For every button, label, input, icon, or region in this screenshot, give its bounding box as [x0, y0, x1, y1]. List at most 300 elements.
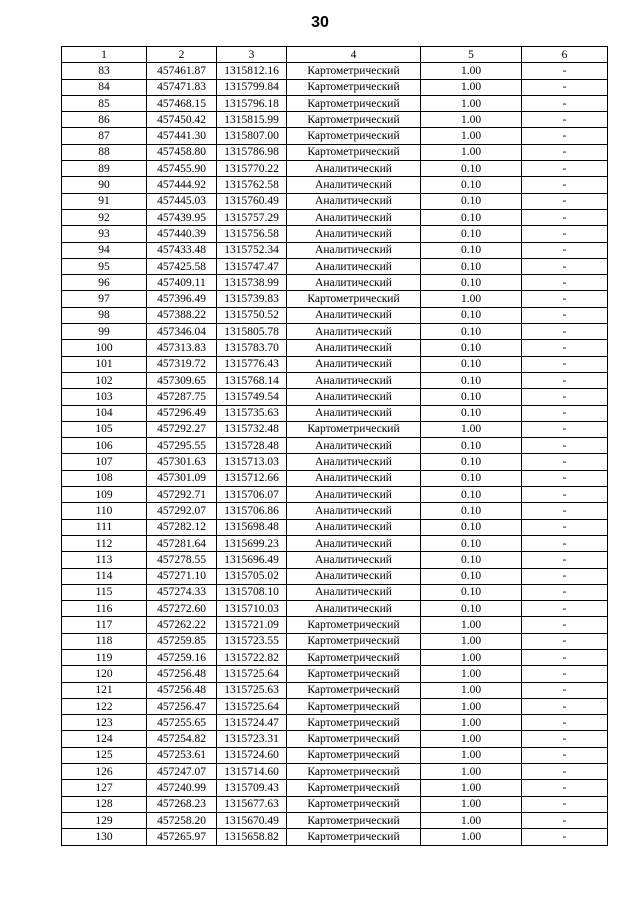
- accuracy-cell: 1.00: [421, 79, 522, 95]
- point-number-cell: 115: [62, 584, 147, 600]
- method-cell: Аналитический: [287, 470, 421, 486]
- x-coordinate-cell: 457282.12: [147, 519, 217, 535]
- method-cell: Картометрический: [287, 731, 421, 747]
- table-row: [62, 764, 608, 780]
- accuracy-cell: 0.10: [421, 552, 522, 568]
- note-cell: -: [522, 487, 608, 503]
- method-cell: Аналитический: [287, 340, 421, 356]
- note-cell: -: [522, 470, 608, 486]
- x-coordinate-cell: 457265.97: [147, 829, 217, 845]
- y-coordinate-cell: 1315747.47: [217, 258, 287, 274]
- x-coordinate-cell: 457256.48: [147, 682, 217, 698]
- x-coordinate-cell: 457287.75: [147, 389, 217, 405]
- table-row: [62, 389, 608, 405]
- y-coordinate-cell: 1315723.55: [217, 633, 287, 649]
- table-row: [62, 340, 608, 356]
- y-coordinate-cell: 1315739.83: [217, 291, 287, 307]
- note-cell: -: [522, 275, 608, 291]
- x-coordinate-cell: 457292.07: [147, 503, 217, 519]
- note-cell: -: [522, 177, 608, 193]
- table-row: [62, 372, 608, 388]
- note-cell: -: [522, 568, 608, 584]
- x-coordinate-cell: 457240.99: [147, 780, 217, 796]
- accuracy-cell: 1.00: [421, 291, 522, 307]
- y-coordinate-cell: 1315709.43: [217, 780, 287, 796]
- table-row: [62, 796, 608, 812]
- x-coordinate-cell: 457468.15: [147, 95, 217, 111]
- method-cell: Аналитический: [287, 601, 421, 617]
- table-row: [62, 144, 608, 160]
- y-coordinate-cell: 1315706.07: [217, 487, 287, 503]
- note-cell: -: [522, 79, 608, 95]
- note-cell: -: [522, 780, 608, 796]
- note-cell: -: [522, 291, 608, 307]
- x-coordinate-cell: 457461.87: [147, 63, 217, 79]
- method-cell: Аналитический: [287, 372, 421, 388]
- x-coordinate-cell: 457271.10: [147, 568, 217, 584]
- accuracy-cell: 0.10: [421, 487, 522, 503]
- x-coordinate-cell: 457254.82: [147, 731, 217, 747]
- point-number-cell: 89: [62, 161, 147, 177]
- y-coordinate-cell: 1315696.49: [217, 552, 287, 568]
- point-number-cell: 106: [62, 438, 147, 454]
- note-cell: -: [522, 307, 608, 323]
- accuracy-cell: 1.00: [421, 649, 522, 665]
- table-row: [62, 161, 608, 177]
- note-cell: -: [522, 324, 608, 340]
- point-number-cell: 126: [62, 764, 147, 780]
- method-cell: Аналитический: [287, 242, 421, 258]
- table-row: [62, 519, 608, 535]
- accuracy-cell: 0.10: [421, 584, 522, 600]
- point-number-cell: 112: [62, 535, 147, 551]
- accuracy-cell: 1.00: [421, 780, 522, 796]
- x-coordinate-cell: 457301.63: [147, 454, 217, 470]
- accuracy-cell: 0.10: [421, 193, 522, 209]
- note-cell: -: [522, 161, 608, 177]
- y-coordinate-cell: 1315768.14: [217, 372, 287, 388]
- y-coordinate-cell: 1315750.52: [217, 307, 287, 323]
- accuracy-cell: 0.10: [421, 209, 522, 225]
- note-cell: -: [522, 340, 608, 356]
- table-row: [62, 63, 608, 79]
- accuracy-cell: 0.10: [421, 356, 522, 372]
- table-row: [62, 731, 608, 747]
- point-number-cell: 127: [62, 780, 147, 796]
- x-coordinate-cell: 457292.71: [147, 487, 217, 503]
- accuracy-cell: 0.10: [421, 307, 522, 323]
- y-coordinate-cell: 1315757.29: [217, 209, 287, 225]
- point-number-cell: 103: [62, 389, 147, 405]
- y-coordinate-cell: 1315721.09: [217, 617, 287, 633]
- note-cell: -: [522, 666, 608, 682]
- y-coordinate-cell: 1315749.54: [217, 389, 287, 405]
- accuracy-cell: 0.10: [421, 275, 522, 291]
- note-cell: -: [522, 112, 608, 128]
- accuracy-cell: 1.00: [421, 698, 522, 714]
- y-coordinate-cell: 1315677.63: [217, 796, 287, 812]
- table-row: [62, 584, 608, 600]
- method-cell: Аналитический: [287, 226, 421, 242]
- accuracy-cell: 0.10: [421, 389, 522, 405]
- note-cell: -: [522, 405, 608, 421]
- accuracy-cell: 1.00: [421, 731, 522, 747]
- x-coordinate-cell: 457450.42: [147, 112, 217, 128]
- note-cell: -: [522, 747, 608, 763]
- table-row: [62, 535, 608, 551]
- accuracy-cell: 1.00: [421, 95, 522, 111]
- note-cell: -: [522, 633, 608, 649]
- x-coordinate-cell: 457292.27: [147, 421, 217, 437]
- accuracy-cell: 0.10: [421, 324, 522, 340]
- note-cell: -: [522, 95, 608, 111]
- x-coordinate-cell: 457295.55: [147, 438, 217, 454]
- note-cell: -: [522, 519, 608, 535]
- method-cell: Аналитический: [287, 405, 421, 421]
- point-number-cell: 102: [62, 372, 147, 388]
- method-cell: Картометрический: [287, 144, 421, 160]
- accuracy-cell: 1.00: [421, 829, 522, 845]
- x-coordinate-cell: 457433.48: [147, 242, 217, 258]
- point-number-cell: 90: [62, 177, 147, 193]
- x-coordinate-cell: 457259.16: [147, 649, 217, 665]
- method-cell: Картометрический: [287, 812, 421, 828]
- x-coordinate-cell: 457396.49: [147, 291, 217, 307]
- method-cell: Картометрический: [287, 796, 421, 812]
- point-number-cell: 105: [62, 421, 147, 437]
- point-number-cell: 111: [62, 519, 147, 535]
- point-number-cell: 98: [62, 307, 147, 323]
- accuracy-cell: 0.10: [421, 519, 522, 535]
- x-coordinate-cell: 457455.90: [147, 161, 217, 177]
- y-coordinate-cell: 1315760.49: [217, 193, 287, 209]
- point-number-cell: 92: [62, 209, 147, 225]
- accuracy-cell: 0.10: [421, 372, 522, 388]
- method-cell: Картометрический: [287, 682, 421, 698]
- y-coordinate-cell: 1315762.58: [217, 177, 287, 193]
- note-cell: -: [522, 812, 608, 828]
- method-cell: Картометрический: [287, 829, 421, 845]
- note-cell: -: [522, 209, 608, 225]
- y-coordinate-cell: 1315723.31: [217, 731, 287, 747]
- y-coordinate-cell: 1315732.48: [217, 421, 287, 437]
- note-cell: -: [522, 421, 608, 437]
- x-coordinate-cell: 457296.49: [147, 405, 217, 421]
- point-number-cell: 96: [62, 275, 147, 291]
- method-cell: Картометрический: [287, 112, 421, 128]
- note-cell: -: [522, 617, 608, 633]
- note-cell: -: [522, 258, 608, 274]
- coordinates-table: [61, 46, 608, 846]
- note-cell: -: [522, 731, 608, 747]
- x-coordinate-cell: 457441.30: [147, 128, 217, 144]
- method-cell: Картометрический: [287, 747, 421, 763]
- accuracy-cell: 1.00: [421, 747, 522, 763]
- x-coordinate-cell: 457256.48: [147, 666, 217, 682]
- table-row: [62, 128, 608, 144]
- y-coordinate-cell: 1315699.23: [217, 535, 287, 551]
- accuracy-cell: 1.00: [421, 796, 522, 812]
- note-cell: -: [522, 454, 608, 470]
- y-coordinate-cell: 1315805.78: [217, 324, 287, 340]
- note-cell: -: [522, 829, 608, 845]
- point-number-cell: 122: [62, 698, 147, 714]
- point-number-cell: 91: [62, 193, 147, 209]
- point-number-cell: 83: [62, 63, 147, 79]
- point-number-cell: 125: [62, 747, 147, 763]
- note-cell: -: [522, 764, 608, 780]
- note-cell: -: [522, 698, 608, 714]
- point-number-cell: 120: [62, 666, 147, 682]
- accuracy-cell: 0.10: [421, 568, 522, 584]
- table-row: [62, 649, 608, 665]
- note-cell: -: [522, 601, 608, 617]
- table-row: [62, 503, 608, 519]
- method-cell: Аналитический: [287, 568, 421, 584]
- point-number-cell: 128: [62, 796, 147, 812]
- x-coordinate-cell: 457253.61: [147, 747, 217, 763]
- accuracy-cell: 1.00: [421, 144, 522, 160]
- accuracy-cell: 1.00: [421, 764, 522, 780]
- method-cell: Картометрический: [287, 633, 421, 649]
- y-coordinate-cell: 1315796.18: [217, 95, 287, 111]
- table-row: [62, 193, 608, 209]
- note-cell: -: [522, 796, 608, 812]
- table-row: [62, 356, 608, 372]
- column-header: 2: [147, 47, 217, 63]
- method-cell: Аналитический: [287, 503, 421, 519]
- note-cell: -: [522, 438, 608, 454]
- note-cell: -: [522, 649, 608, 665]
- table-row: [62, 275, 608, 291]
- point-number-cell: 116: [62, 601, 147, 617]
- accuracy-cell: 1.00: [421, 666, 522, 682]
- x-coordinate-cell: 457319.72: [147, 356, 217, 372]
- y-coordinate-cell: 1315722.82: [217, 649, 287, 665]
- method-cell: Картометрический: [287, 291, 421, 307]
- accuracy-cell: 0.10: [421, 340, 522, 356]
- note-cell: -: [522, 242, 608, 258]
- method-cell: Аналитический: [287, 389, 421, 405]
- method-cell: Картометрический: [287, 128, 421, 144]
- method-cell: Картометрический: [287, 95, 421, 111]
- method-cell: Аналитический: [287, 161, 421, 177]
- point-number-cell: 99: [62, 324, 147, 340]
- y-coordinate-cell: 1315812.16: [217, 63, 287, 79]
- table-row: [62, 324, 608, 340]
- accuracy-cell: 0.10: [421, 226, 522, 242]
- method-cell: Аналитический: [287, 454, 421, 470]
- table-row: [62, 568, 608, 584]
- method-cell: Картометрический: [287, 63, 421, 79]
- point-number-cell: 114: [62, 568, 147, 584]
- table-row: [62, 307, 608, 323]
- table-row: [62, 79, 608, 95]
- y-coordinate-cell: 1315714.60: [217, 764, 287, 780]
- point-number-cell: 101: [62, 356, 147, 372]
- point-number-cell: 88: [62, 144, 147, 160]
- x-coordinate-cell: 457471.83: [147, 79, 217, 95]
- column-header: 6: [522, 47, 608, 63]
- method-cell: Аналитический: [287, 584, 421, 600]
- method-cell: Аналитический: [287, 552, 421, 568]
- method-cell: Картометрический: [287, 666, 421, 682]
- x-coordinate-cell: 457268.23: [147, 796, 217, 812]
- accuracy-cell: 0.10: [421, 177, 522, 193]
- x-coordinate-cell: 457346.04: [147, 324, 217, 340]
- point-number-cell: 113: [62, 552, 147, 568]
- table-row: [62, 633, 608, 649]
- x-coordinate-cell: 457309.65: [147, 372, 217, 388]
- x-coordinate-cell: 457259.85: [147, 633, 217, 649]
- method-cell: Аналитический: [287, 519, 421, 535]
- accuracy-cell: 1.00: [421, 633, 522, 649]
- y-coordinate-cell: 1315724.47: [217, 715, 287, 731]
- y-coordinate-cell: 1315738.99: [217, 275, 287, 291]
- x-coordinate-cell: 457247.07: [147, 764, 217, 780]
- table-row: [62, 226, 608, 242]
- table-row: [62, 780, 608, 796]
- y-coordinate-cell: 1315724.60: [217, 747, 287, 763]
- note-cell: -: [522, 144, 608, 160]
- note-cell: -: [522, 682, 608, 698]
- accuracy-cell: 0.10: [421, 405, 522, 421]
- point-number-cell: 87: [62, 128, 147, 144]
- x-coordinate-cell: 457274.33: [147, 584, 217, 600]
- y-coordinate-cell: 1315698.48: [217, 519, 287, 535]
- x-coordinate-cell: 457281.64: [147, 535, 217, 551]
- point-number-cell: 86: [62, 112, 147, 128]
- accuracy-cell: 1.00: [421, 63, 522, 79]
- note-cell: -: [522, 535, 608, 551]
- y-coordinate-cell: 1315783.70: [217, 340, 287, 356]
- table-row: [62, 258, 608, 274]
- y-coordinate-cell: 1315752.34: [217, 242, 287, 258]
- y-coordinate-cell: 1315728.48: [217, 438, 287, 454]
- x-coordinate-cell: 457313.83: [147, 340, 217, 356]
- x-coordinate-cell: 457301.09: [147, 470, 217, 486]
- table-row: [62, 747, 608, 763]
- x-coordinate-cell: 457278.55: [147, 552, 217, 568]
- table-row: [62, 682, 608, 698]
- method-cell: Аналитический: [287, 209, 421, 225]
- accuracy-cell: 0.10: [421, 601, 522, 617]
- x-coordinate-cell: 457409.11: [147, 275, 217, 291]
- table-row: [62, 112, 608, 128]
- column-header: 4: [287, 47, 421, 63]
- y-coordinate-cell: 1315713.03: [217, 454, 287, 470]
- point-number-cell: 93: [62, 226, 147, 242]
- y-coordinate-cell: 1315776.43: [217, 356, 287, 372]
- point-number-cell: 117: [62, 617, 147, 633]
- point-number-cell: 85: [62, 95, 147, 111]
- method-cell: Аналитический: [287, 193, 421, 209]
- note-cell: -: [522, 552, 608, 568]
- table-row: [62, 405, 608, 421]
- accuracy-cell: 1.00: [421, 128, 522, 144]
- method-cell: Картометрический: [287, 698, 421, 714]
- accuracy-cell: 0.10: [421, 454, 522, 470]
- y-coordinate-cell: 1315735.63: [217, 405, 287, 421]
- point-number-cell: 119: [62, 649, 147, 665]
- method-cell: Картометрический: [287, 780, 421, 796]
- table-row: [62, 470, 608, 486]
- point-number-cell: 109: [62, 487, 147, 503]
- note-cell: -: [522, 584, 608, 600]
- x-coordinate-cell: 457439.95: [147, 209, 217, 225]
- accuracy-cell: 0.10: [421, 535, 522, 551]
- x-coordinate-cell: 457458.80: [147, 144, 217, 160]
- accuracy-cell: 1.00: [421, 715, 522, 731]
- accuracy-cell: 1.00: [421, 812, 522, 828]
- method-cell: Аналитический: [287, 487, 421, 503]
- table-row: [62, 698, 608, 714]
- x-coordinate-cell: 457445.03: [147, 193, 217, 209]
- method-cell: Картометрический: [287, 79, 421, 95]
- accuracy-cell: 0.10: [421, 161, 522, 177]
- method-cell: Аналитический: [287, 307, 421, 323]
- y-coordinate-cell: 1315670.49: [217, 812, 287, 828]
- accuracy-cell: 0.10: [421, 470, 522, 486]
- point-number-cell: 123: [62, 715, 147, 731]
- y-coordinate-cell: 1315815.99: [217, 112, 287, 128]
- note-cell: -: [522, 389, 608, 405]
- accuracy-cell: 0.10: [421, 438, 522, 454]
- table-row: [62, 421, 608, 437]
- accuracy-cell: 1.00: [421, 421, 522, 437]
- x-coordinate-cell: 457262.22: [147, 617, 217, 633]
- y-coordinate-cell: 1315708.10: [217, 584, 287, 600]
- note-cell: -: [522, 503, 608, 519]
- x-coordinate-cell: 457388.22: [147, 307, 217, 323]
- method-cell: Аналитический: [287, 356, 421, 372]
- x-coordinate-cell: 457255.65: [147, 715, 217, 731]
- point-number-cell: 124: [62, 731, 147, 747]
- point-number-cell: 108: [62, 470, 147, 486]
- note-cell: -: [522, 356, 608, 372]
- method-cell: Аналитический: [287, 438, 421, 454]
- table-row: [62, 209, 608, 225]
- y-coordinate-cell: 1315705.02: [217, 568, 287, 584]
- note-cell: -: [522, 63, 608, 79]
- method-cell: Аналитический: [287, 258, 421, 274]
- y-coordinate-cell: 1315725.64: [217, 666, 287, 682]
- y-coordinate-cell: 1315706.86: [217, 503, 287, 519]
- note-cell: -: [522, 226, 608, 242]
- accuracy-cell: 0.10: [421, 258, 522, 274]
- point-number-cell: 121: [62, 682, 147, 698]
- table-row: [62, 291, 608, 307]
- point-number-cell: 104: [62, 405, 147, 421]
- method-cell: Аналитический: [287, 177, 421, 193]
- note-cell: -: [522, 193, 608, 209]
- method-cell: Картометрический: [287, 421, 421, 437]
- table-row: [62, 242, 608, 258]
- method-cell: Аналитический: [287, 275, 421, 291]
- method-cell: Картометрический: [287, 764, 421, 780]
- note-cell: -: [522, 715, 608, 731]
- table-row: [62, 666, 608, 682]
- y-coordinate-cell: 1315658.82: [217, 829, 287, 845]
- method-cell: Картометрический: [287, 649, 421, 665]
- table-row: [62, 601, 608, 617]
- table-row: [62, 177, 608, 193]
- table-row: [62, 617, 608, 633]
- point-number-cell: 118: [62, 633, 147, 649]
- column-header: 1: [62, 47, 147, 63]
- table-row: [62, 95, 608, 111]
- point-number-cell: 107: [62, 454, 147, 470]
